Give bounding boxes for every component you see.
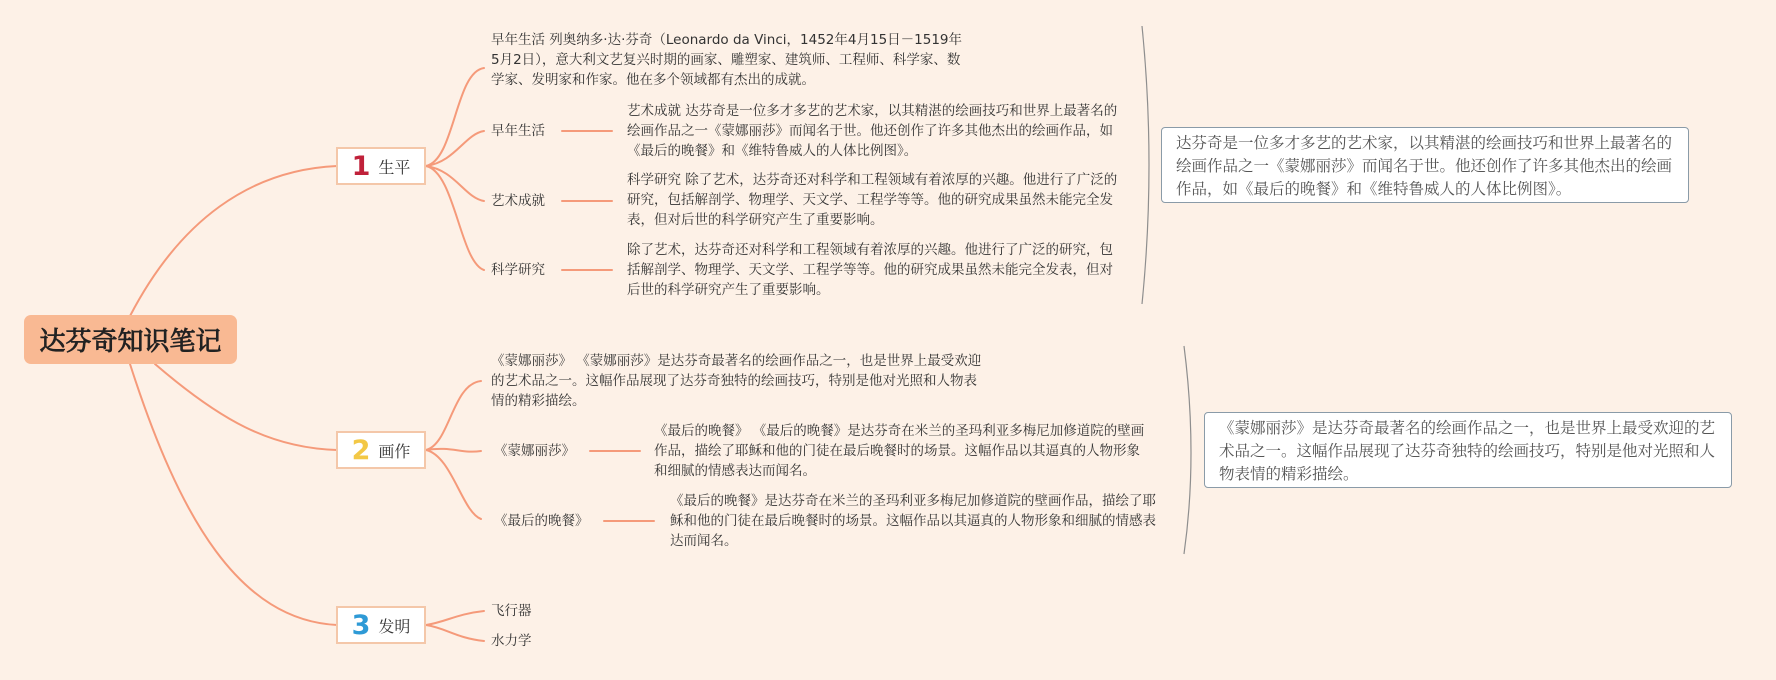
topic-flying-machine[interactable]: 飞行器 (491, 603, 532, 619)
topic-detail-text[interactable]: 《最后的晚餐》是达芬奇在米兰的圣玛利亚多梅尼加修道院的壁画作品，描绘了耶稣和他的门徒在最后晚餐时的场景。这幅作品以其逼真的人物形象和细腻的情感表达而闻名。 (670, 493, 1156, 549)
topic-art-achievements[interactable]: 艺术成就 (491, 193, 545, 209)
topic-early-life[interactable]: 早年生活 (491, 123, 545, 139)
branch-number: 2 (351, 434, 371, 466)
topic-hydraulics[interactable]: 水力学 (491, 633, 532, 649)
summary-box[interactable]: 达芬奇是一位多才多艺的艺术家，以其精湛的绘画技巧和世界上最著名的绘画作品之一《蒙娜丽莎》而闻名于世。他还创作了许多其他杰出的绘画作品，如《最后的晚餐》和《维特鲁威人的人体比例图》。 (1161, 127, 1689, 203)
root-topic[interactable]: 达芬奇知识笔记 (24, 315, 237, 364)
branch-intro-text[interactable]: 《蒙娜丽莎》 《蒙娜丽莎》是达芬奇最著名的绘画作品之一，也是世界上最受欢迎的艺术品之一。这幅作品展现了达芬奇独特的绘画技巧，特别是他对光照和人物表情的精彩描绘。 (491, 353, 982, 409)
branch-number: 1 (351, 150, 371, 182)
topic-mona-lisa[interactable]: 《蒙娜丽莎》 (494, 443, 575, 459)
branch-label: 画作 (378, 441, 411, 461)
branch-paintings[interactable] (336, 431, 426, 469)
branch-number: 3 (351, 609, 371, 641)
branch-label: 生平 (378, 157, 411, 177)
branch-inventions[interactable] (336, 606, 426, 644)
topic-detail-text[interactable]: 艺术成就 达芬奇是一位多才多艺的艺术家，以其精湛的绘画技巧和世界上最著名的绘画作品之一《蒙娜丽莎》而闻名于世。他还创作了许多其他杰出的绘画作品，如《最后的晚餐》和《维特鲁威人的人体比例图》。 (627, 103, 1118, 159)
topic-detail-text[interactable]: 《最后的晚餐》 《最后的晚餐》是达芬奇在米兰的圣玛利亚多梅尼加修道院的壁画作品，描绘了耶稣和他的门徒在最后晚餐时的场景。这幅作品以其逼真的人物形象和细腻的情感表达而闻名。 (654, 423, 1145, 479)
topic-last-supper[interactable]: 《最后的晚餐》 (494, 513, 589, 529)
topic-detail-text[interactable]: 除了艺术，达芬奇还对科学和工程领域有着浓厚的兴趣。他进行了广泛的研究，包括解剖学、物理学、天文学、工程学等等。他的研究成果虽然未能完全发表，但对后世的科学研究产生了重要影响。 (627, 242, 1113, 298)
branch-label: 发明 (378, 616, 411, 636)
branch-biography[interactable] (336, 147, 426, 185)
topic-detail-text[interactable]: 科学研究 除了艺术，达芬奇还对科学和工程领域有着浓厚的兴趣。他进行了广泛的研究，包括解剖学、物理学、天文学、工程学等等。他的研究成果虽然未能完全发表，但对后世的科学研究产生了重要影响。 (627, 172, 1118, 228)
topic-scientific-research[interactable]: 科学研究 (491, 262, 545, 278)
summary-box[interactable]: 《蒙娜丽莎》是达芬奇最著名的绘画作品之一，也是世界上最受欢迎的艺术品之一。这幅作品展现了达芬奇独特的绘画技巧，特别是他对光照和人物表情的精彩描绘。 (1204, 412, 1732, 488)
branch-intro-text[interactable]: 早年生活 列奥纳多·达·芬奇（Leonardo da Vinci，1452年4月15日－1519年5月2日），意大利文艺复兴时期的画家、雕塑家、建筑师、工程师、科学家、数学家、发明家和作家。他在多个领域都有杰出的成就。 (491, 32, 963, 88)
